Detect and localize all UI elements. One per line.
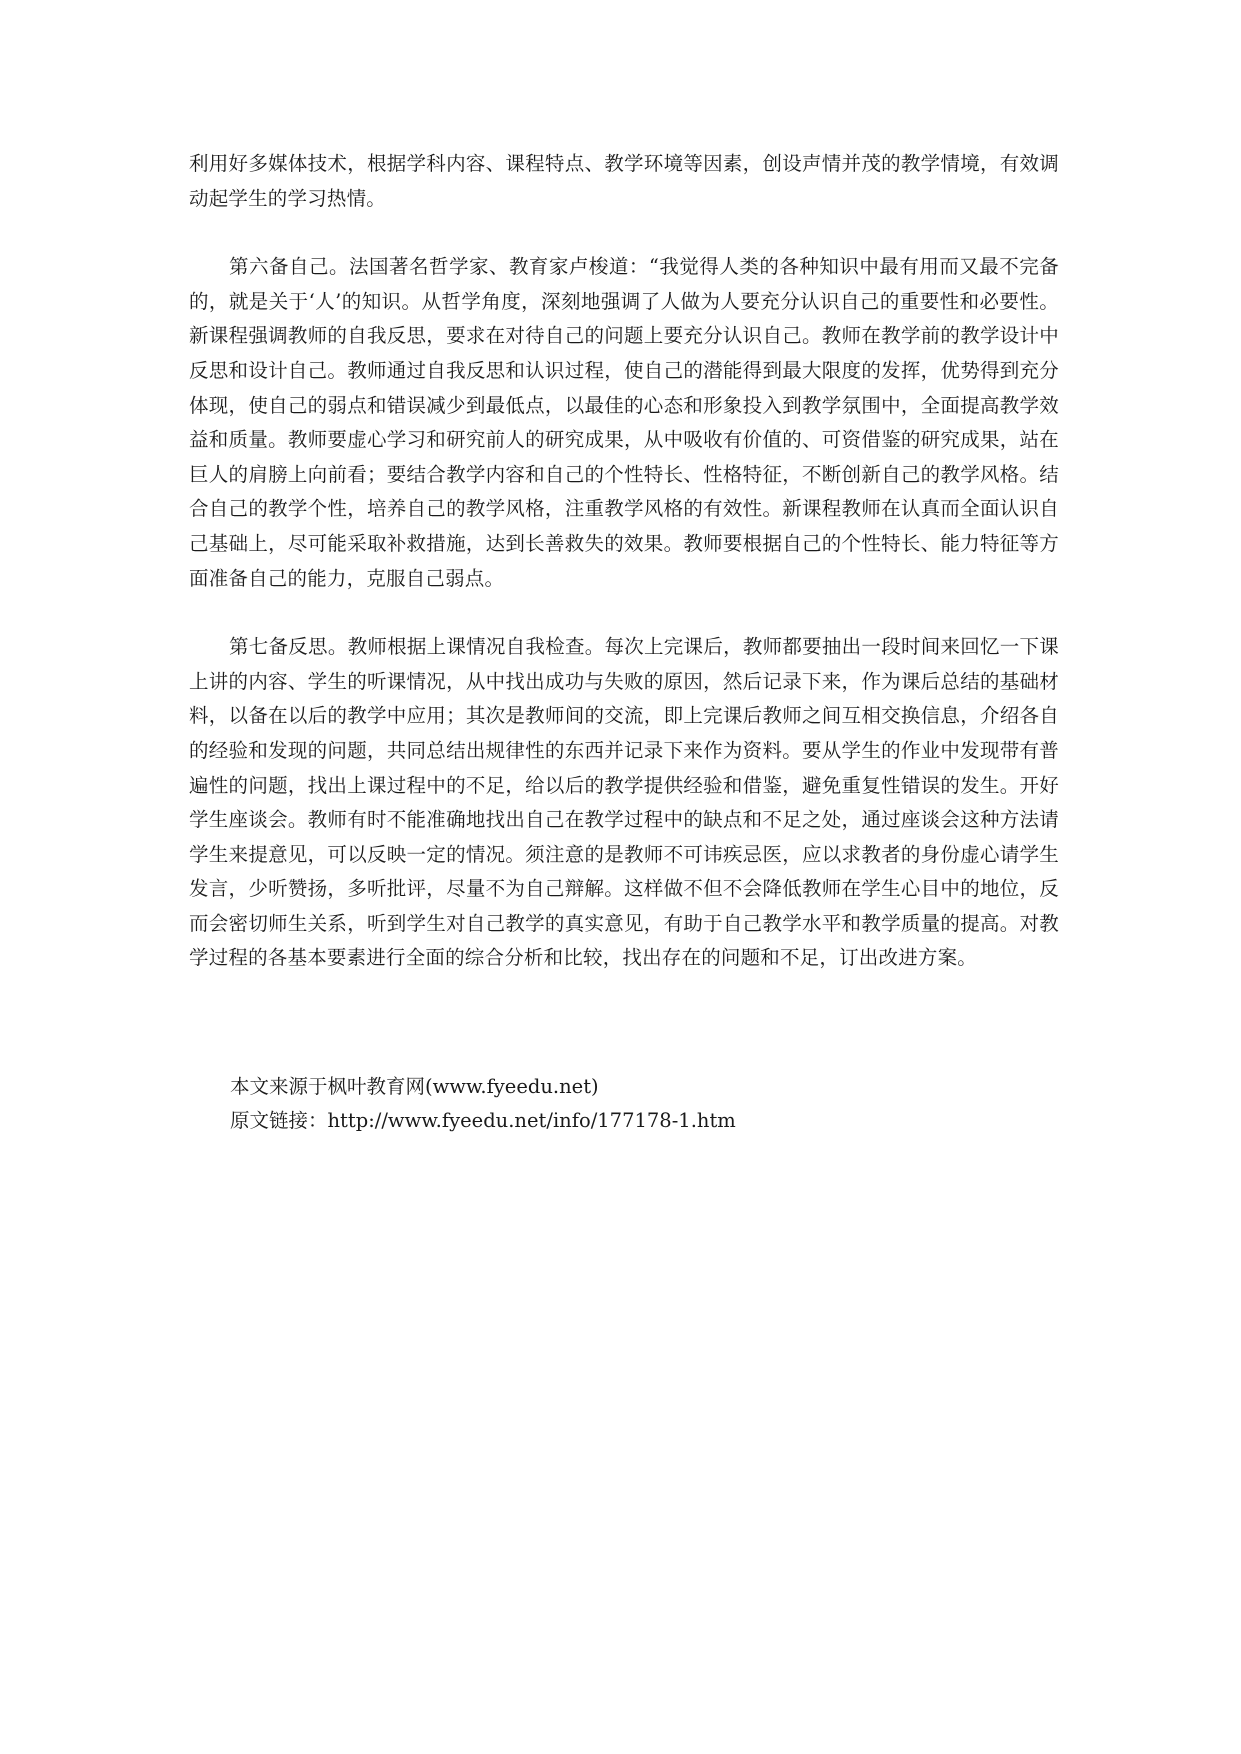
- source-attribution: [230, 1070, 1030, 1138]
- paragraph-gap: [189, 216, 1059, 250]
- source-origin: 本文来源于枫叶教育网(www.fyeedu.net): [230, 1075, 599, 1098]
- paragraph-gap: [189, 596, 1059, 630]
- source-link[interactable]: 原文链接：http://www.fyeedu.net/info/177178-1.htm: [230, 1109, 736, 1132]
- paragraph-continuation: 利用好多媒体技术，根据学科内容、课程特点、教学环境等因素，创设声情并茂的教学情境，有效调动起学生的学习热情。: [189, 152, 1059, 210]
- paragraph-seventh-reflection: 第七备反思。教师根据上课情况自我检查。每次上完课后，教师都要抽出一段时间来回忆一下课上讲的内容、学生的听课情况，从中找出成功与失败的原因，然后记录下来，作为课后总结的基础材料，以备在以后的教学中应用；其次是教师间的交流，即上完课后教师之间互相交换信息，介绍各自的经验和发现的问题，共同总结出规律性的东西并记录下来作为资料。要从学生的作业中发现带有普遍性的问题，找出上课过程中的不足，给以后的教学提供经验和借鉴，避免重复性错误的发生。开好学生座谈会。教师有时不能准确地找出自己在教学过程中的缺点和不足之处，通过座谈会这种方法请学生来提意见，可以反映一定的情况。须注意的是教师不可讳疾忌医，应以求教者的身份虚心请学生发言，少听赞扬，多听批评，尽量不为自己辩解。这样做不但不会降低教师在学生心目中的地位，反而会密切师生关系，听到学生对自己教学的真实意见，有助于自己教学水平和教学质量的提高。对教学过程的各基本要素进行全面的综合分析和比较，找出存在的问题和不足，订出改进方案。: [189, 635, 1059, 970]
- document-body: [189, 147, 1059, 976]
- paragraph-sixth-self: 第六备自己。法国著名哲学家、教育家卢梭道：“我觉得人类的各种知识中最有用而又最不完备的，就是关于‘人’的知识。从哲学角度，深刻地强调了人做为人要充分认识自己的重要性和必要性。新课程强调教师的自我反思，要求在对待自己的问题上要充分认识自己。教师在教学前的教学设计中反思和设计自己。教师通过自我反思和认识过程，使自己的潜能得到最大限度的发挥，优势得到充分体现，使自己的弱点和错误减少到最低点，以最佳的心态和形象投入到教学氛围中，全面提高教学效益和质量。教师要虚心学习和研究前人的研究成果，从中吸收有价值的、可资借鉴的研究成果，站在巨人的肩膀上向前看；要结合教学内容和自己的个性特长、性格特征，不断创新自己的教学风格。结合自己的教学个性，培养自己的教学风格，注重教学风格的有效性。新课程教师在认真而全面认识自己基础上，尽可能采取补救措施，达到长善救失的效果。教师要根据自己的个性特长、能力特征等方面准备自己的能力，克服自己弱点。: [189, 255, 1059, 590]
